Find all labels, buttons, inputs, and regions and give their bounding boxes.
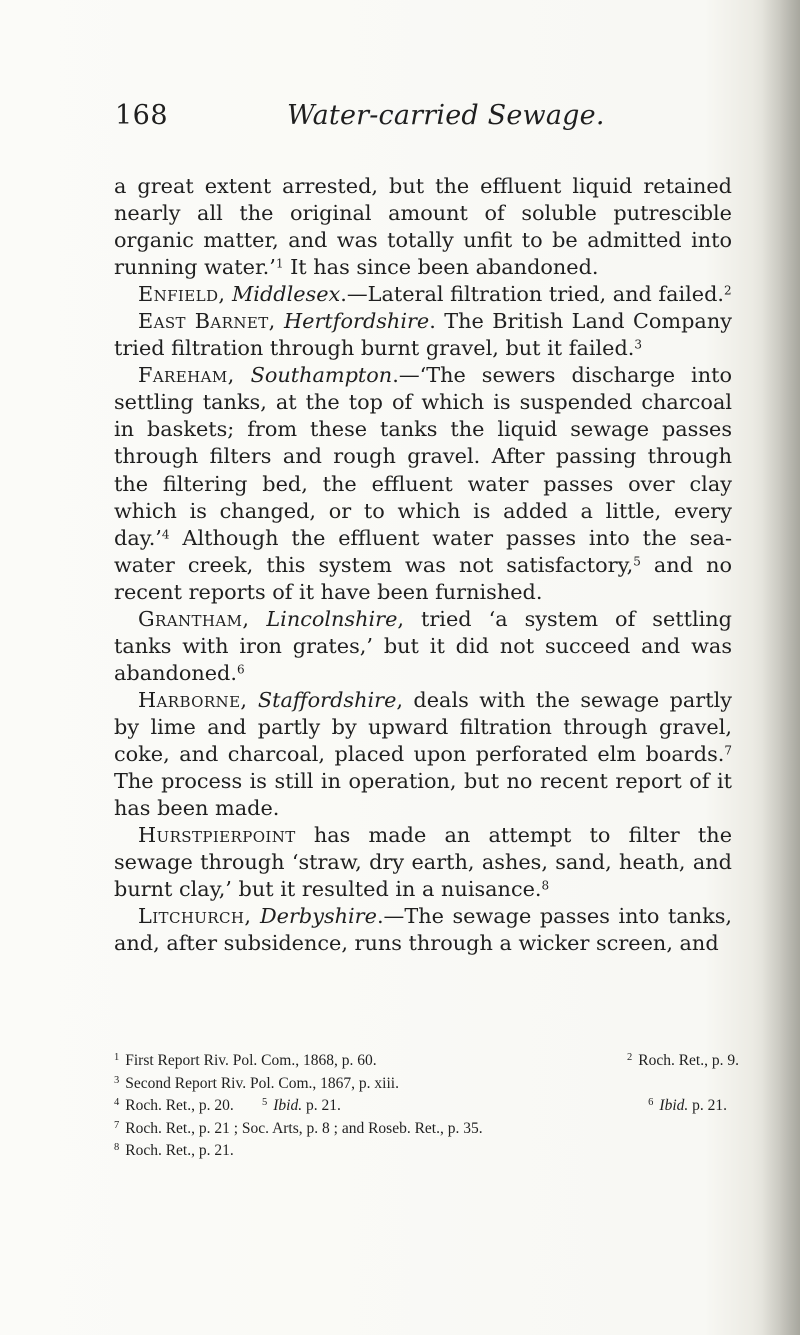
paragraph-east-barnet: East Barnet, Hertfordshire. The British Land Company tried filtration through burnt gravel, but it failed.$^3$ xyxy=(114,309,732,361)
place-name: East Barnet, xyxy=(138,309,276,334)
footnote-5: $^5$ Ibid. p. 21. xyxy=(262,1097,341,1114)
footnote-8: $^8$ Roch. Ret., p. 21. xyxy=(114,1142,234,1159)
place-name: Litchurch, xyxy=(138,904,252,929)
footnote-ref: 7 xyxy=(724,743,732,758)
county-name: Southampton xyxy=(250,363,393,388)
footnote-row xyxy=(114,1140,739,1163)
county-name: Lincolnshire xyxy=(266,606,398,631)
footnote-2: $^2$ Roch. Ret., p. 9. xyxy=(627,1052,739,1069)
footnote-4: $^4$ Roch. Ret., p. 20. xyxy=(114,1097,234,1114)
body-text xyxy=(114,173,732,957)
footnote-3: $^3$ Second Report Riv. Pol. Com., 1867, p. xiii. xyxy=(114,1074,399,1092)
running-title: Water-carried Sewage. xyxy=(287,100,605,131)
place-name: Enfield, xyxy=(138,282,226,307)
paragraph-continuation: a great extent arrested, but the effluent liquid retained nearly all the original amount of soluble putrescible organic matter, and was totally unfit to be admitted into running water.’$^1$ It has since been abandoned. xyxy=(114,174,732,280)
county-name: Derbyshire xyxy=(259,904,377,929)
county-name: Middlesex xyxy=(232,282,341,307)
paragraph-harborne: Harborne, Staffordshire, deals with the sewage partly by lime and partly by upward filtration through gravel, coke, and charcoal, placed upon perforated elm boards.$^7$ The process is still in operation, but no recent report of it has been made. xyxy=(114,687,732,821)
paragraph-grantham: Grantham, Lincolnshire, tried ‘a system of settling tanks with iron grates,’ but it did not succeed and was abandoned.$^6$ xyxy=(114,606,732,685)
footnote-ref: 2 xyxy=(724,283,732,298)
footnote-ref: 4 xyxy=(161,527,170,542)
footnote-1: $^1$ First Report Riv. Pol. Com., 1868, p. 60. xyxy=(114,1052,377,1069)
paragraph-enfield: Enfield, Middlesex.—Lateral filtration tried, and failed.$^2$ xyxy=(138,282,732,307)
place-name: Harborne, xyxy=(138,687,248,712)
page-edge-shadow xyxy=(762,0,800,1335)
footnote-row xyxy=(114,1073,739,1096)
footnote-row xyxy=(114,1050,739,1073)
footnote-row xyxy=(114,1095,739,1118)
county-name: Hertfordshire xyxy=(284,309,430,334)
place-name: Grantham, xyxy=(138,606,250,631)
footnote-6: $^6$ Ibid. p. 21. xyxy=(648,1097,727,1114)
county-name: Staffordshire xyxy=(257,687,397,712)
page-header xyxy=(115,100,755,140)
footnote-row xyxy=(114,1118,739,1141)
place-name: Fareham, xyxy=(138,363,235,388)
footnotes xyxy=(114,1050,739,1163)
paragraph-litchurch: Litchurch, Derbyshire.—The sewage passes into tanks, and, after subsidence, runs through a wicker screen, and xyxy=(114,904,732,956)
footnote-ref: 3 xyxy=(634,337,643,352)
paragraph-hurstpierpoint: Hurstpierpoint has made an attempt to filter the sewage through ‘straw, dry earth, ashes, sand, heath, and burnt clay,’ but it resulted in a nuisance.$^8$ xyxy=(114,823,732,902)
footnote-ref: 1 xyxy=(275,256,284,271)
footnote-ref: 6 xyxy=(236,662,245,677)
footnote-ref: 8 xyxy=(541,878,550,893)
page-number: 168 xyxy=(115,100,169,131)
footnote-7: $^7$ Roch. Ret., p. 21 ; Soc. Arts, p. 8 ; and Roseb. Ret., p. 35. xyxy=(114,1119,483,1137)
footnote-ref: 5 xyxy=(633,554,641,569)
place-name: Hurstpierpoint xyxy=(138,823,296,848)
paragraph-fareham: Fareham, Southampton.—‘The sewers discharge into settling tanks, at the top of which is suspended charcoal in baskets; from these tanks the liquid sewage passes through filters and rough gravel. After passing through the filtering bed, the effluent water passes over clay which is changed, or to which is added a little, every day.’$^4$ Although the effluent water passes into the sea-water creek, this system was not satisfactory,$^5$ and no recent reports of it have been furnished. xyxy=(114,363,732,604)
